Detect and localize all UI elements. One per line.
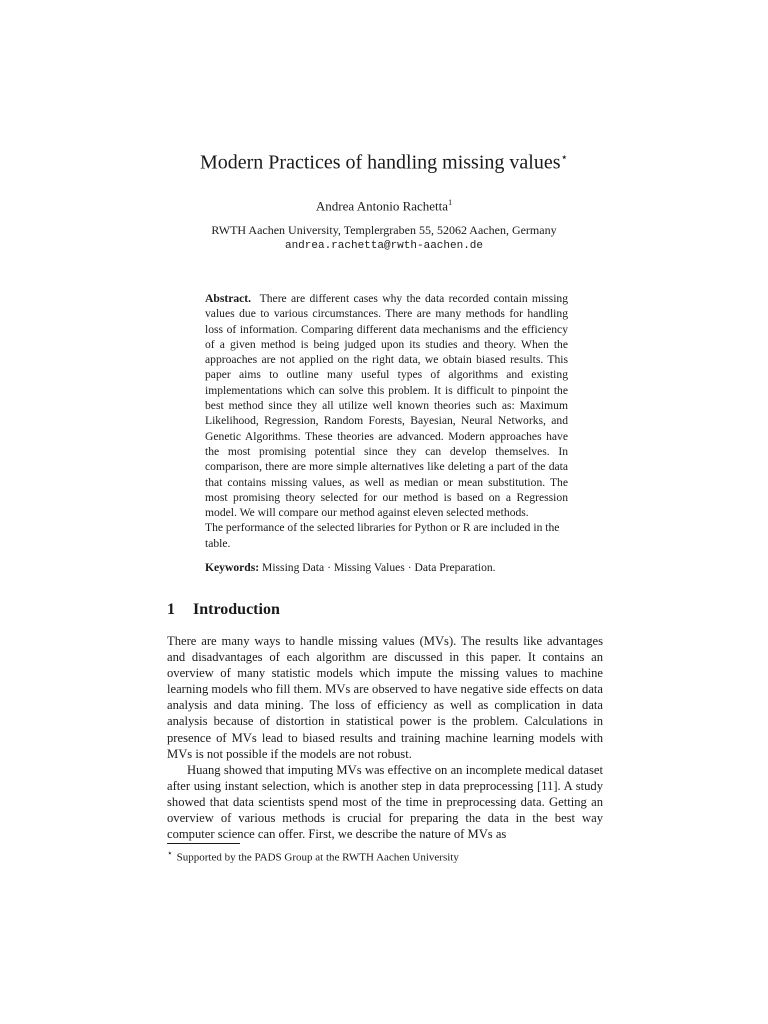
author-name: Andrea Antonio Rachetta bbox=[315, 198, 449, 214]
section-heading bbox=[167, 600, 603, 620]
abstract-label: Abstract. bbox=[205, 292, 252, 305]
keywords-line bbox=[205, 560, 568, 575]
footnote-mark: ⋆ bbox=[167, 848, 173, 858]
affiliation: RWTH Aachen University, Templergraben 55, 52062 Aachen, Germany bbox=[211, 223, 557, 237]
paper-title bbox=[0, 144, 768, 176]
author-line bbox=[0, 195, 768, 214]
keywords-label: Keywords: bbox=[205, 561, 260, 574]
abstract-paragraph-2: The performance of the selected libraries for Python or R are included in the table. bbox=[205, 521, 560, 550]
footnote-rule bbox=[167, 843, 240, 844]
paper-title-text: Modern Practices of handling missing values bbox=[199, 151, 561, 174]
footnote-text: Supported by the PADS Group at the RWTH Aachen University bbox=[176, 851, 459, 864]
section-number: 1 bbox=[167, 601, 175, 618]
abstract-block bbox=[205, 291, 568, 551]
body-paragraph-2: Huang showed that imputing MVs was effective on an incomplete medical dataset after using instant selection, which is another step in data preprocessing [11]. A study showed that data scientists spend most of the time in preprocessing data. Getting an overview of various methods is crucial for preparing the data in the best way computer science can offer. First, we describe the nature of MVs as bbox=[167, 762, 603, 842]
abstract-text: There are different cases why the data recorded contain missing values due to various circumstances. There are many methods for handling loss of information. Comparing different data mechanisms and the efficiency of a given method is being judged upon its studies and theory. When the approaches are not applied on the right data, we obtain biased results. This paper aims to outline many useful types of algorithms and existing implementations which can solve this problem. It is difficult to pinpoint the best method since they all utilize well known theories such as: Maximum Likelihood, Regression, Random Forests, Bayesian, Neural Networks, and Genetic Algorithms. These theories are advanced. Modern approaches have the most promising potential since they can develop themselves. In comparison, there are more simple alternatives like deleting a part of the data that contains missing values, as well as median or mean substitution. The most promising theory selected for our method is based on a Regression model. We will compare our method against eleven selected methods. bbox=[205, 292, 569, 520]
keywords-text: Missing Data · Missing Values · Data Preparation. bbox=[262, 561, 496, 574]
abstract-paragraph bbox=[205, 291, 568, 520]
section-title: Introduction bbox=[193, 601, 280, 618]
body-paragraph-1: There are many ways to handle missing values (MVs). The results like advantages and disadvantages of each algorithm are discussed in this paper. It contains an overview of many statistic models which impute the missing values to machine learning models who fill them. MVs are observed to have negative side effects on data analysis and data mining. The loss of efficiency as well as complication in data analysis because of distortion in statistical power is the problem. Calculations in presence of MVs lead to biased results and training machine learning models with MVs is not possible if the models are not robust. bbox=[167, 634, 603, 761]
author-affiliation-mark: 1 bbox=[448, 198, 453, 207]
section-body bbox=[167, 633, 603, 842]
title-footnote-mark: ⋆ bbox=[560, 150, 568, 164]
author-email: andrea.rachetta@rwth-aachen.de bbox=[284, 240, 484, 252]
footnote bbox=[167, 846, 603, 865]
